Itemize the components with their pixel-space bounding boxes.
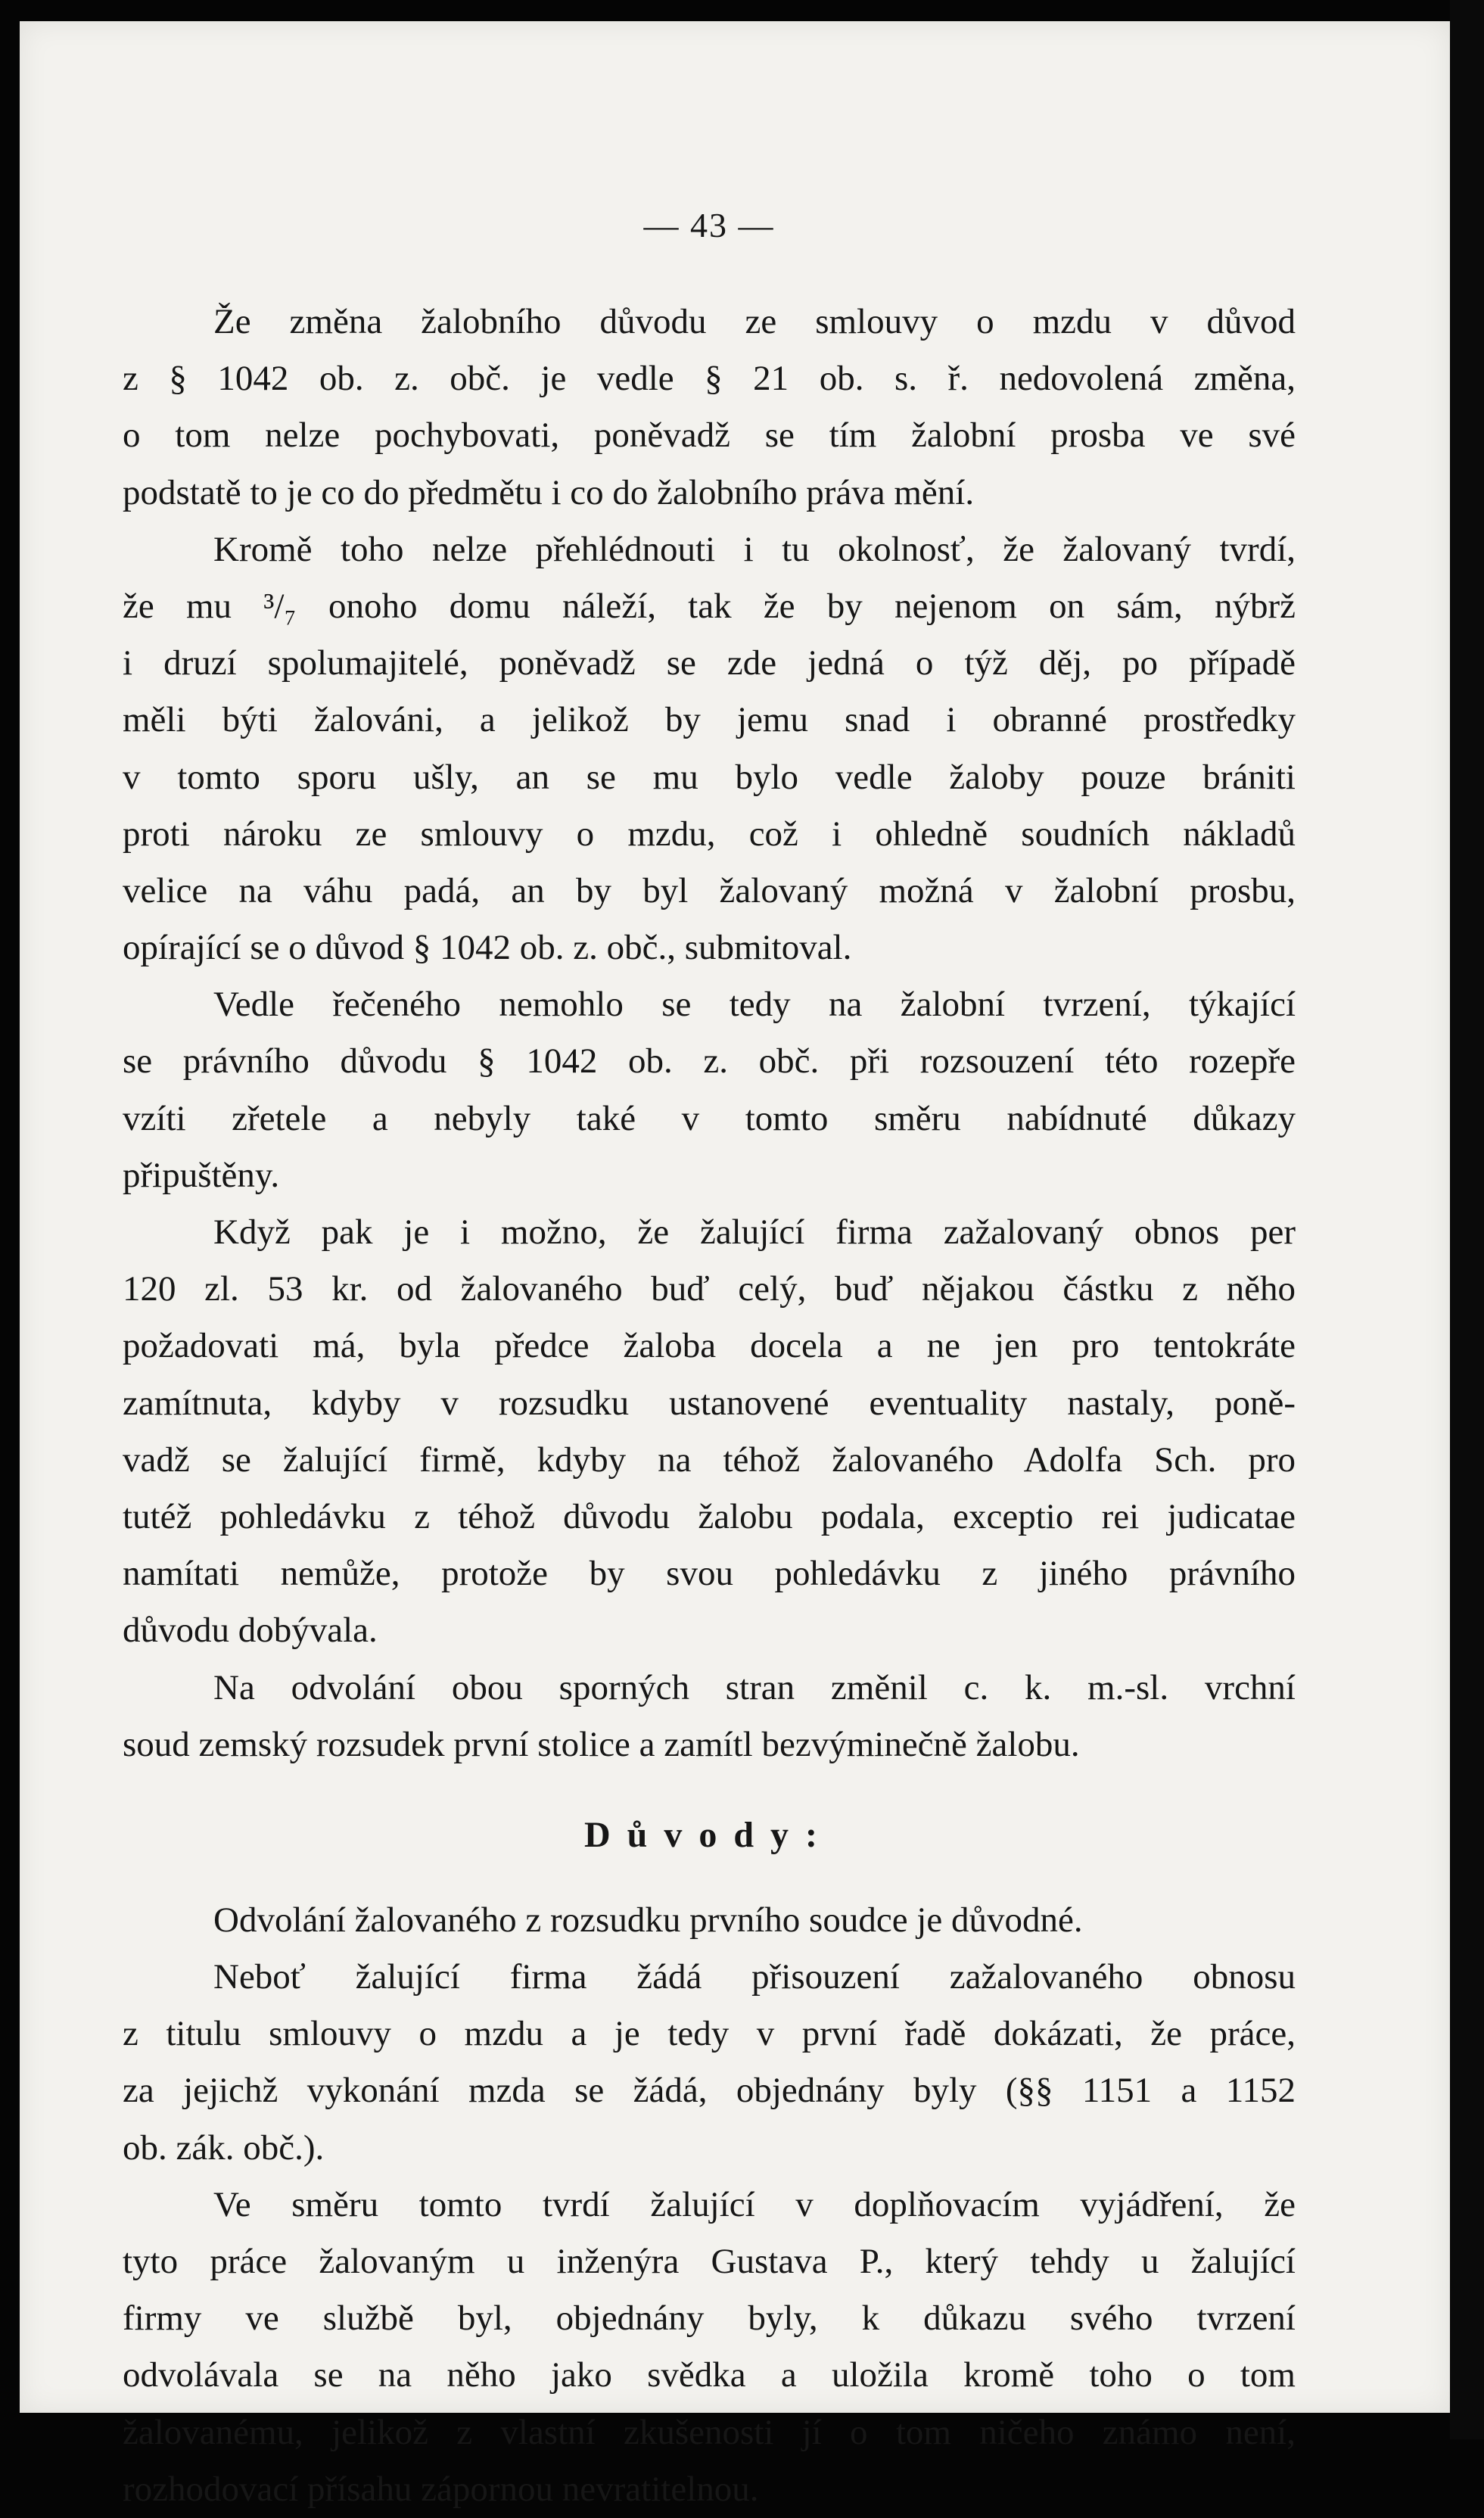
paragraph-5 <box>123 1660 1296 1773</box>
text-line: i druzí spolumajitelé, poněvadž se zde jedná o týž děj, po případě <box>123 643 1296 683</box>
text-line: Když pak je i možno, že žalující firma zažalovaný obnos per <box>213 1212 1296 1252</box>
text-line: namítati nemůže, protože by svou pohledávku z jiného právního <box>123 1554 1296 1594</box>
text-line: z titulu smlouvy o mzdu a je tedy v první řadě dokázati, že práce, <box>123 2014 1296 2054</box>
paragraph-1 <box>123 294 1296 521</box>
text-line: Odvolání žalovaného z rozsudku prvního soudce je důvodné. <box>213 1900 1083 1940</box>
text-line: Neboť žalující firma žádá přisouzení zažalovaného obnosu <box>213 1957 1296 1997</box>
page-content <box>123 203 1296 2518</box>
text-line: za jejichž vykonání mzda se žádá, objednány byly (§§ 1151 a 1152 <box>123 2071 1296 2111</box>
text-line: soud zemský rozsudek první stolice a zamítl bezvýminečně žalobu. <box>123 1724 1080 1764</box>
text-line: v tomto sporu ušly, an se mu bylo vedle žaloby pouze brániti <box>123 757 1296 797</box>
text-line: důvodu dobývala. <box>123 1611 378 1651</box>
paragraph-3 <box>123 976 1296 1204</box>
text-line: Že změna žalobního důvodu ze smlouvy o mzdu v důvod <box>213 302 1296 341</box>
paragraph-6 <box>123 1892 1296 1949</box>
text-line: ob. zák. obč.). <box>123 2127 325 2168</box>
text-line: velice na váhu padá, an by byl žalovaný možná v žalobní prosbu, <box>123 870 1296 910</box>
paragraph-2 <box>123 521 1296 977</box>
book-page <box>20 21 1450 2509</box>
text-line: požadovati má, byla předce žaloba docela a ne jen pro tentokráte <box>123 1326 1296 1366</box>
text-line: proti nároku ze smlouvy o mzdu, což i ohledně soudních nákladů <box>123 814 1296 854</box>
paragraph-4 <box>123 1204 1296 1660</box>
paragraph-7 <box>123 1949 1296 2177</box>
text-line: připuštěny. <box>123 1155 280 1195</box>
text-line: 120 zl. 53 kr. od žalovaného buď celý, buď nějakou částku z něho <box>123 1269 1296 1309</box>
scan-border <box>1450 0 1484 2439</box>
text-line: se právního důvodu § 1042 ob. z. obč. při rozsouzení této rozepře <box>123 1041 1296 1082</box>
text-line: vadž se žalující firmě, kdyby na téhož žalovaného Adolfa Sch. pro <box>123 1440 1296 1480</box>
text-line: zamítnuta, kdyby v rozsudku ustanovené eventuality nastaly, poně- <box>123 1383 1296 1423</box>
text-line: podstatě to je co do předmětu i co do žalobního práva mění. <box>123 472 975 512</box>
text-line: vzíti zřetele a nebyly také v tomto směru nabídnuté důkazy <box>123 1098 1296 1138</box>
text-line: opírající se o důvod § 1042 ob. z. obč., submitoval. <box>123 928 852 968</box>
text-line: firmy ve službě byl, objednány byly, k důkazu svého tvrzení <box>123 2299 1296 2339</box>
text-line: Ve směru tomto tvrdí žalující v doplňovacím vyjádření, že <box>213 2184 1296 2224</box>
text-line: odvolávala se na něho jako svědka a uložila kromě toho o tom <box>123 2355 1296 2395</box>
text-line: Kromě toho nelze přehlédnouti i tu okolnosť, že žalovaný tvrdí, <box>213 529 1296 569</box>
paragraph-8 <box>123 2177 1296 2518</box>
text-line: měli býti žalováni, a jelikož by jemu snad i obranné prostředky <box>123 700 1296 740</box>
page-number: — 43 — <box>643 206 775 244</box>
text-line: z § 1042 ob. z. obč. je vedle § 21 ob. s. ř. nedovolená změna, <box>123 359 1296 399</box>
text-line: tutéž pohledávku z téhož důvodu žalobu podala, exceptio rei judicatae <box>123 1496 1296 1536</box>
text-line: žalovanému, jelikož z vlastní zkušenosti jí o tom ničeho známo není, <box>123 2412 1296 2452</box>
text-line: Vedle řečeného nemohlo se tedy na žalobní tvrzení, týkající <box>213 985 1296 1025</box>
text-line: tyto práce žalovaným u inženýra Gustava P., který tehdy u žalující <box>123 2242 1296 2281</box>
text-line: rozhodovací přísahu zápornou nevratitelnou. <box>123 2469 759 2509</box>
section-heading: Důvody: <box>583 1814 835 1855</box>
text-line: že mu ³/₇ onoho domu náleží, tak že by nejenom on sám, nýbrž <box>123 586 1296 626</box>
text-line: o tom nelze pochybovati, poněvadž se tím žalobní prosba ve své <box>123 416 1296 456</box>
text-line: Na odvolání obou sporných stran změnil c. k. m.-sl. vrchní <box>213 1667 1296 1707</box>
